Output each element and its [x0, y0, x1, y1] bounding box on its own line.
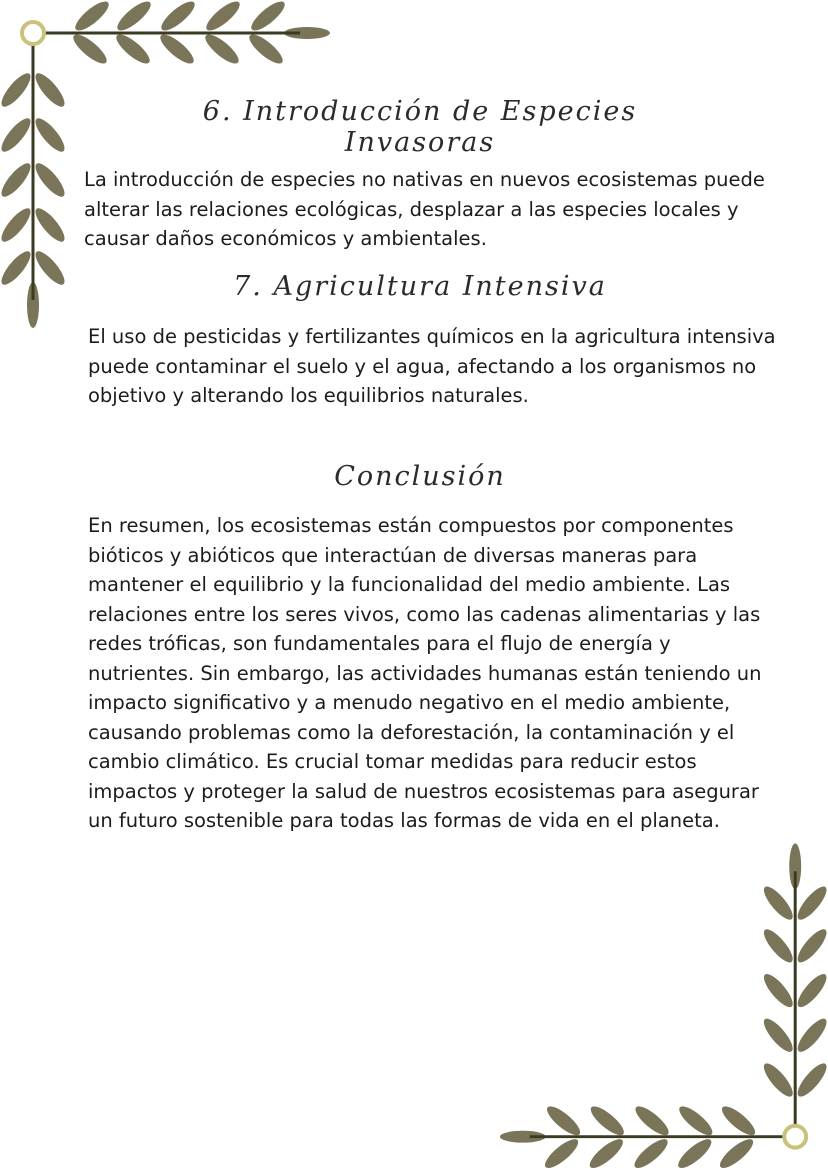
- section-6-heading: 6. Introducción de Especies Invasoras: [202, 96, 638, 158]
- conclusion-body: En resumen, los ecosistemas están compuestos por componentes bióticos y abióticos que interactúan de diversas maneras para mantener el equilibrio y la funcionalidad del medio ambiente. Las relaciones entre los seres vivos, como las cadenas alimentarias y las redes tróficas, son fundamentales para el flujo de energía y nutrientes. Sin embargo, las actividades humanas están teniendo un impacto significativo y a menudo negativo en el medio ambiente, causando problemas como la deforestación, la contaminación y el cambio climático. Es crucial tomar medidas para reducir estos impactos y proteger la salud de nuestros ecosistemas para asegurar un futuro sostenible para todas las formas de vida en el planeta.: [88, 514, 762, 832]
- bottom-right-branch-ornament: [490, 830, 828, 1171]
- branch-ring: [22, 22, 44, 44]
- section-7-heading: 7. Agricultura Intensiva: [233, 271, 607, 302]
- conclusion-heading: Conclusión: [334, 461, 506, 492]
- section-7-body: El uso de pesticidas y fertilizantes químicos en la agricultura intensiva puede contaminar el suelo y el agua, afectando a los organismos no objetivo y alterando los equilibrios naturales.: [88, 325, 776, 407]
- section-6-body: La introducción de especies no nativas en nuevos ecosistemas puede alterar las relaciones ecológicas, desplazar a las especies locales y causar daños económicos y ambientales.: [84, 168, 765, 250]
